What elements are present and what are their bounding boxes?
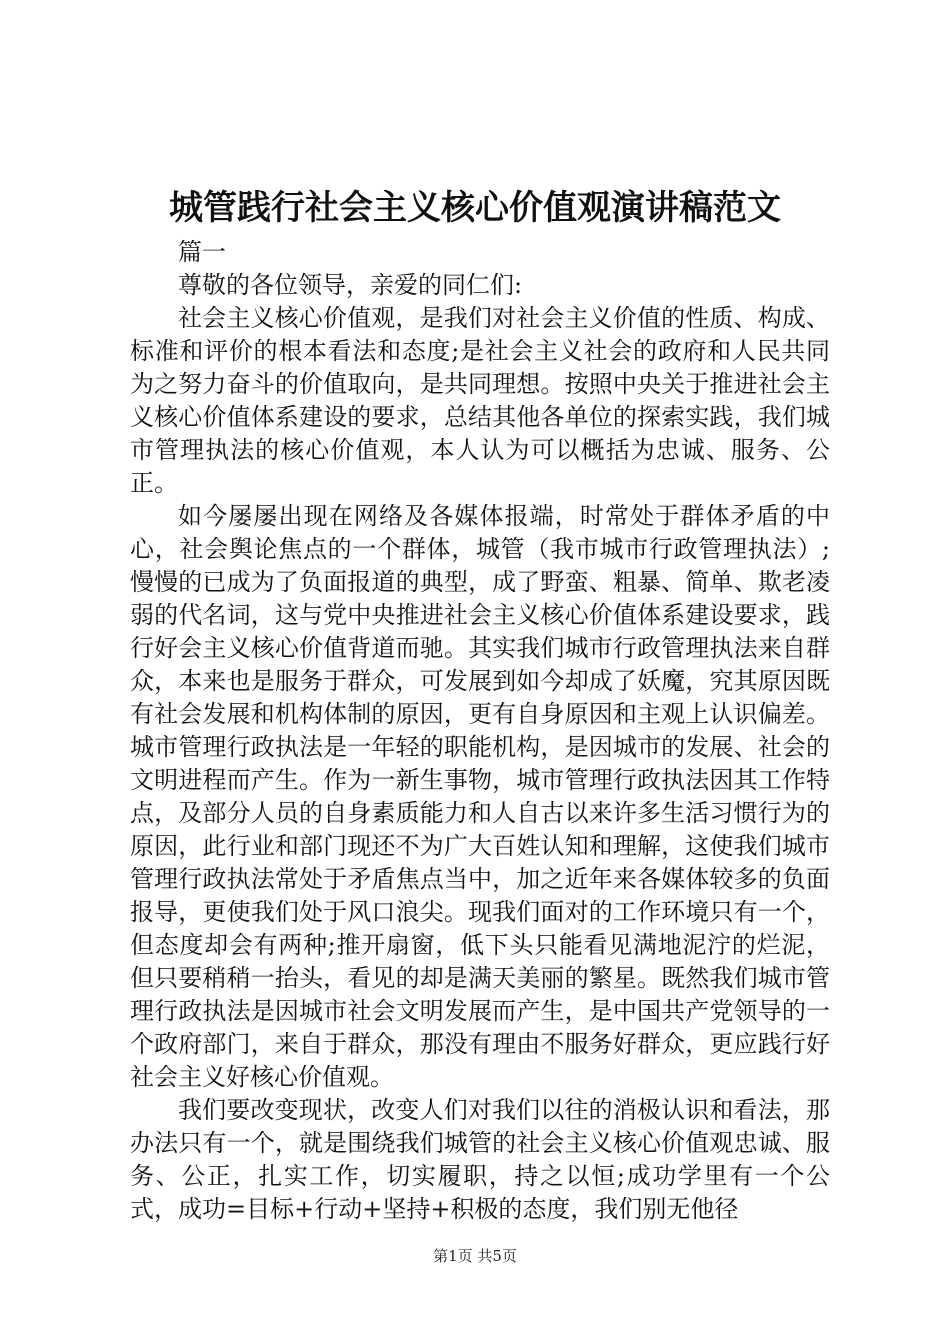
document-body: [130, 236, 830, 1226]
document-title: 城管践行社会主义核心价值观演讲稿范文: [169, 188, 781, 228]
body-paragraph: 我们要改变现状，改变人们对我们以往的消极认识和看法，那办法只有一个，就是围绕我们城管的社会主义核心价值观忠诚、服务、公正，扎实工作，切实履职，持之以恒;成功学里有一个公式，成功=目标+行动+坚持+积极的态度，我们别无他径: [130, 1096, 830, 1223]
salutation: 尊敬的各位领导，亲爱的同仁们:: [178, 271, 523, 299]
page-number-footer: 第1页 共5页: [433, 1247, 517, 1265]
body-paragraph: 如今屡屡出现在网络及各媒体报端，时常处于群体矛盾的中心，社会舆论焦点的一个群体，城管（我市城市行政管理执法）;慢慢的已成为了负面报道的典型，成了野蛮、粗暴、简单、欺老凌弱的代名词，这与党中央推进社会主义核心价值体系建设要求，践行好会主义核心价值背道而驰。其实我们城市行政管理执法来自群众，本来也是服务于群众，可发展到如今却成了妖魔，究其原因既有社会发展和机构体制的原因，更有自身原因和主观上认识偏差。城市管理行政执法是一年轻的职能机构，是因城市的发展、社会的文明进程而产生。作为一新生事物，城市管理行政执法因其工作特点，及部分人员的自身素质能力和人自古以来许多生活习惯行为的原因，此行业和部门现还不为广大百姓认知和理解，这使我们城市管理行政执法常处于矛盾焦点当中，加之近年来各媒体较多的负面报导，更使我们处于风口浪尖。现我们面对的工作环境只有一个，但态度却会有两种;推开扇窗，低下头只能看见满地泥泞的烂泥，但只要稍稍一抬头，看见的却是满天美丽的繁星。既然我们城市管理行政执法是因城市社会文明发展而产生，是中国共产党领导的一个政府部门，来自于群众，那没有理由不服务好群众，更应践行好社会主义好核心价值观。: [130, 502, 830, 1091]
body-paragraph: 社会主义核心价值观，是我们对社会主义价值的性质、构成、标准和评价的根本看法和态度;是社会主义社会的政府和人民共同为之努力奋斗的价值取向，是共同理想。按照中央关于推进社会主义核心价值体系建设的要求，总结其他各单位的探索实践，我们城市管理执法的核心价值观，本人认为可以概括为忠诚、服务、公正。: [130, 304, 830, 497]
section-heading: 篇一: [178, 238, 226, 266]
